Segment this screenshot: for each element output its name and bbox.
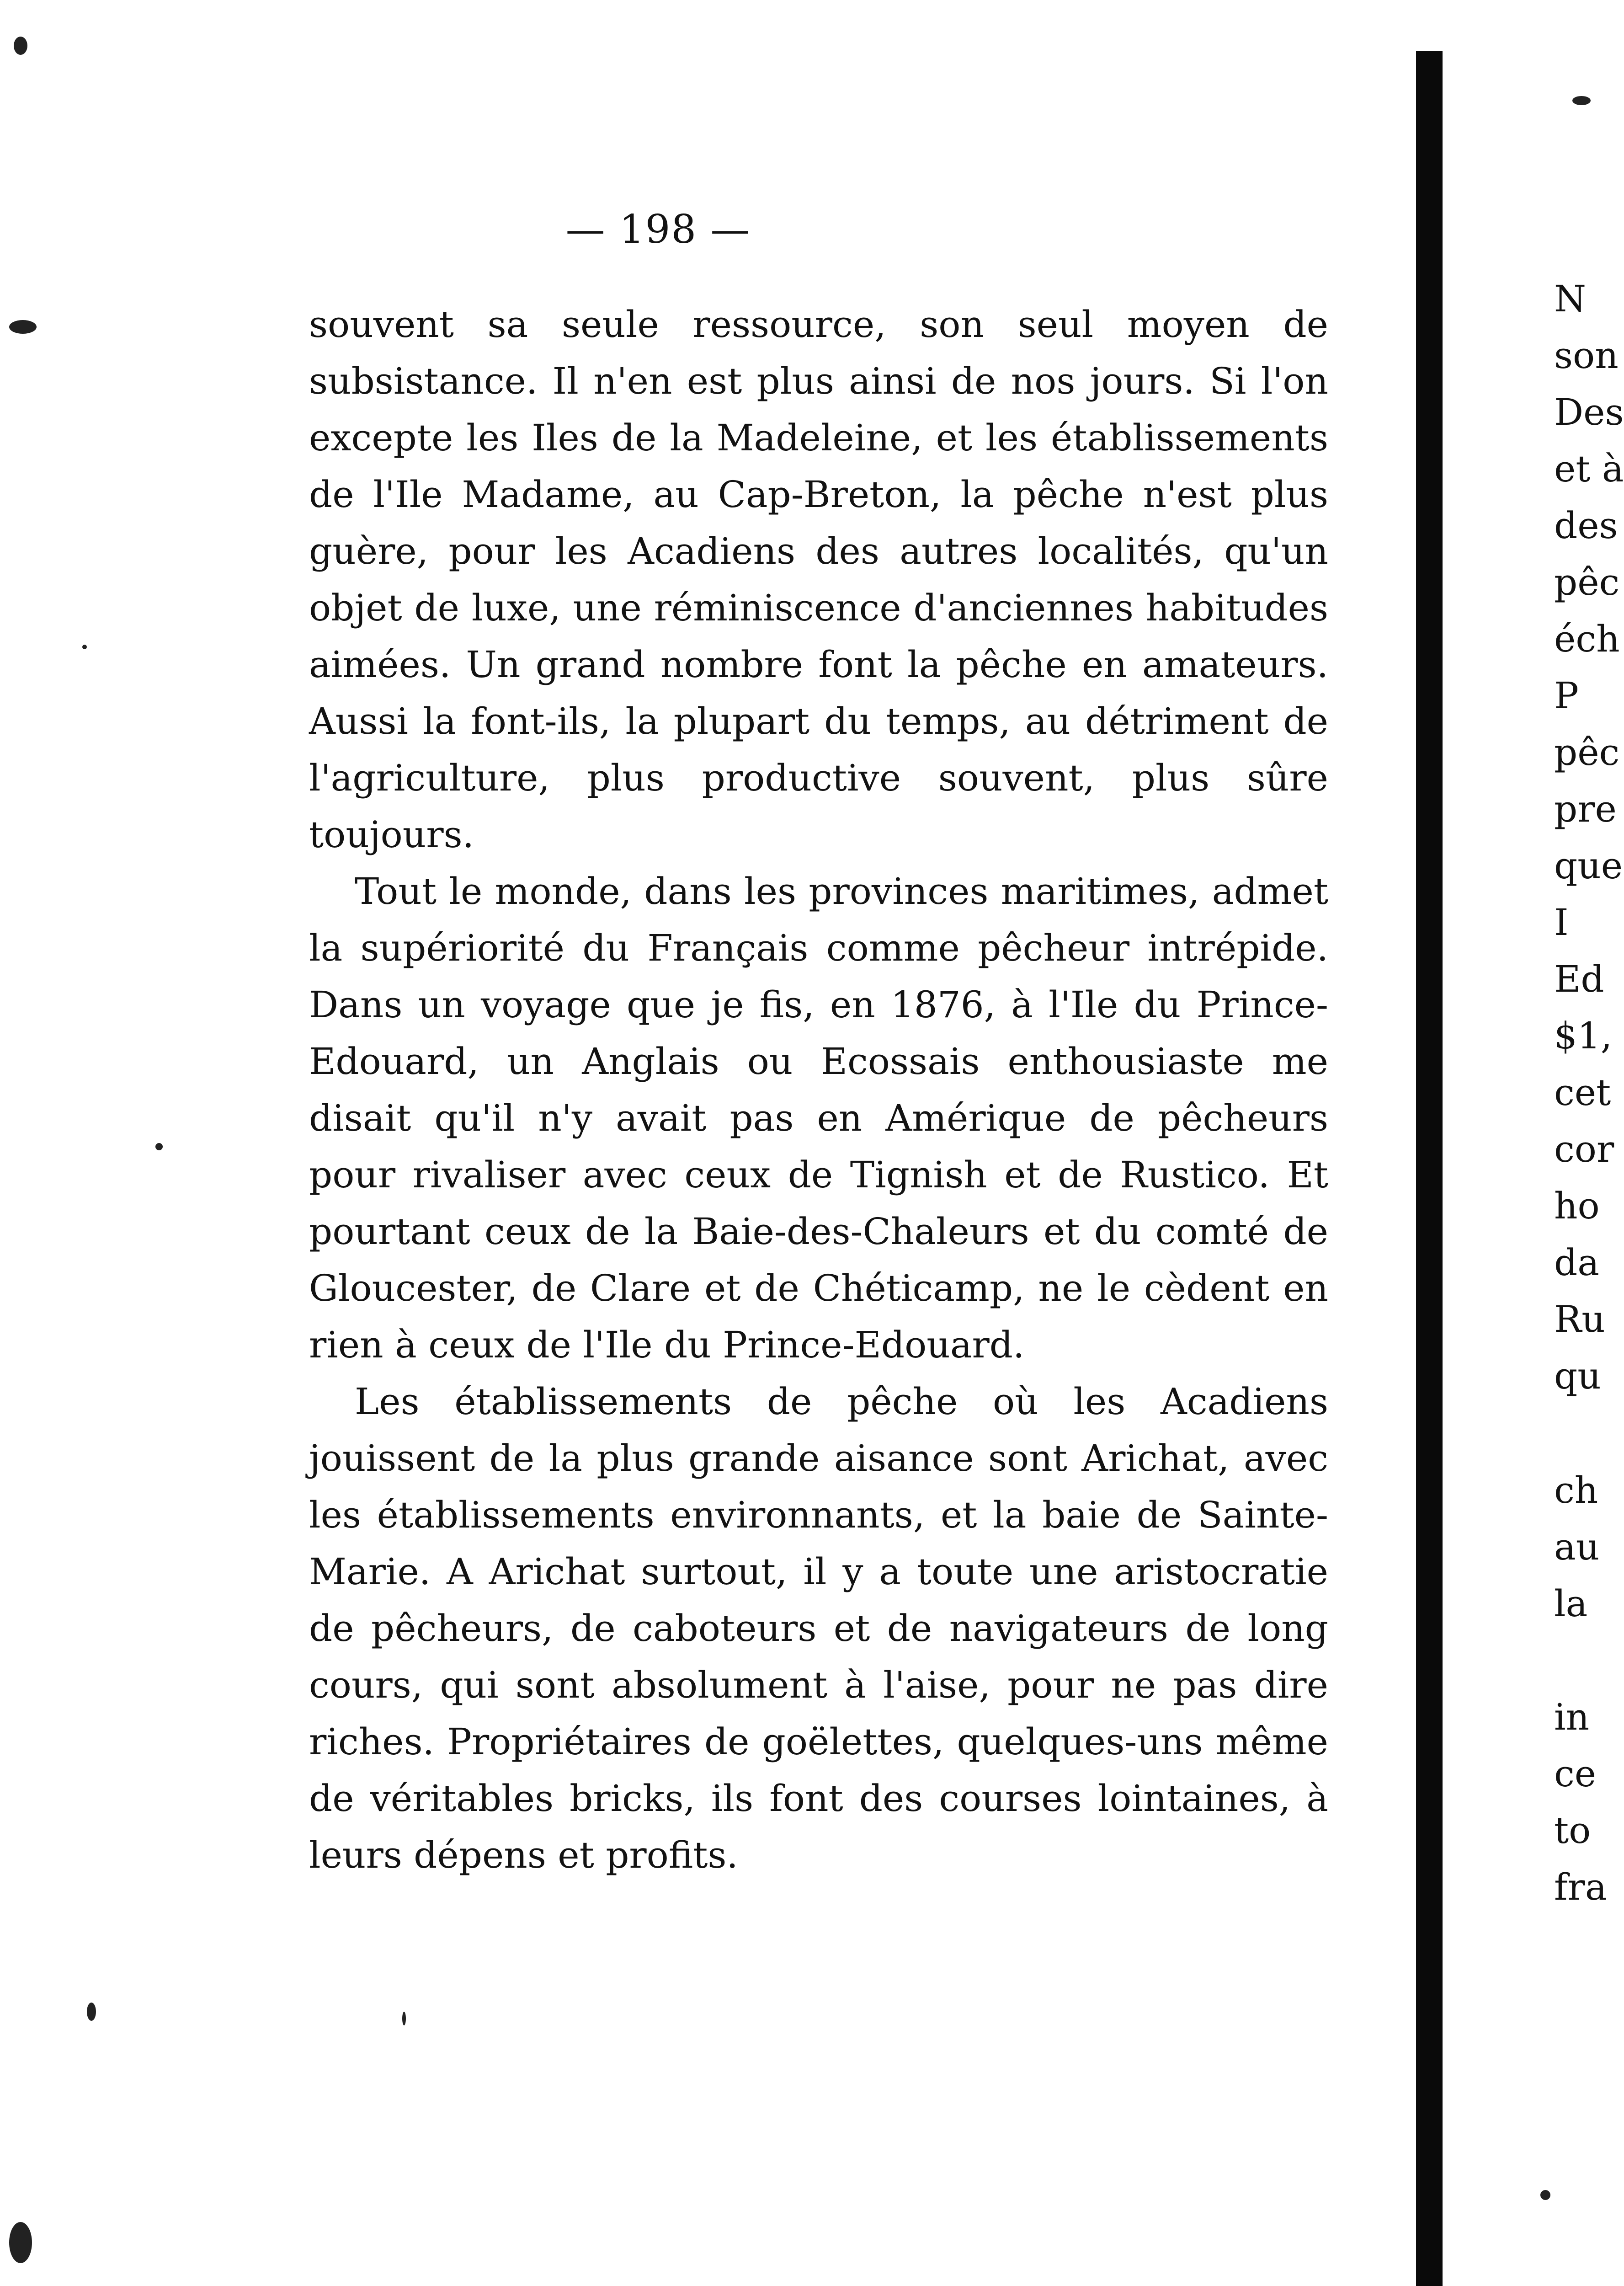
scan-speck	[14, 37, 27, 55]
scan-speck	[9, 2222, 32, 2263]
scan-speck	[82, 645, 87, 649]
next-page-fragment: Ed	[1554, 958, 1604, 1000]
next-page-fragment: ho	[1554, 1185, 1600, 1227]
gutter-shadow	[1416, 51, 1443, 2286]
next-page-fragment: P	[1554, 674, 1579, 717]
next-page-fragment: ch	[1554, 1469, 1598, 1512]
next-page-fragment: $1,	[1554, 1015, 1613, 1057]
next-page-fragment: Ru	[1554, 1298, 1605, 1341]
next-page-fragment: qu	[1554, 1355, 1601, 1397]
next-page-fragment: que	[1554, 844, 1623, 887]
scan-speck	[155, 1143, 163, 1150]
paragraph-3: Les établissements de pêche où les Acadiens jouissent de la plus grande aisance sont Arichat, avec les établissements environnants, et la baie de Sainte-Marie. A Arichat surtout, il y a toute une aristocratie de pêcheurs, de caboteurs et de navigateurs de long cours, qui sont absolument à l'aise, pour ne pas dire riches. Propriétaires de goëlettes, quelques-uns même de véritables bricks, ils font des courses lointaines, à leurs dépens et profits.	[309, 1380, 1328, 1876]
next-page-fragment: in	[1554, 1696, 1590, 1738]
next-page-fragment: Des	[1554, 391, 1624, 433]
next-page-fragment: cet	[1554, 1071, 1611, 1114]
next-page-fragment: ce	[1554, 1752, 1597, 1795]
next-page-fragment: éch	[1554, 618, 1620, 660]
next-page-fragment: N	[1554, 278, 1586, 320]
paragraph-1: souvent sa seule ressource, son seul moyen de subsistance. Il n'en est plus ainsi de nos jours. Si l'on excepte les Iles de la Madeleine, et les établissements de l'Ile Madame, au Cap-Breton, la pêche n'est plus guère, pour les Acadiens des autres localités, qu'un objet de luxe, une réminiscence d'anciennes habitudes aimées. Un grand nombre font la pêche en amateurs. Aussi la font-ils, la plupart du temps, au détriment de l'agriculture, plus productive souvent, plus sûre toujours.	[309, 303, 1328, 856]
next-page-edge	[1554, 0, 1624, 2286]
next-page-fragment: da	[1554, 1241, 1599, 1284]
next-page-fragment: pre	[1554, 788, 1617, 830]
next-page-fragment: pêc	[1554, 561, 1620, 604]
scan-speck	[87, 2003, 96, 2021]
body-text	[309, 296, 1328, 1884]
page-number: — 198 —	[565, 207, 751, 252]
next-page-fragment: au	[1554, 1526, 1600, 1568]
scan-speck	[1572, 96, 1591, 105]
scan-speck	[9, 320, 37, 334]
next-page-fragment: et à	[1554, 448, 1624, 490]
next-page-fragment: to	[1554, 1809, 1591, 1852]
next-page-fragment: des	[1554, 504, 1618, 547]
next-page-fragment: I	[1554, 901, 1569, 944]
next-page-fragment: la	[1554, 1582, 1588, 1625]
scan-speck	[1540, 2190, 1550, 2200]
next-page-fragment: pêc	[1554, 731, 1620, 774]
next-page-fragment: cor	[1554, 1128, 1614, 1170]
next-page-fragment: fra	[1554, 1866, 1607, 1908]
next-page-fragment: son	[1554, 334, 1619, 377]
paragraph-2: Tout le monde, dans les provinces maritimes, admet la supériorité du Français comme pêcheur intrépide. Dans un voyage que je fis, en 1876, à l'Ile du Prince-Edouard, un Anglais ou Ecossais enthousiaste me disait qu'il n'y avait pas en Amérique de pêcheurs pour rivaliser avec ceux de Tignish et de Rustico. Et pourtant ceux de la Baie-des-Chaleurs et du comté de Gloucester, de Clare et de Chéticamp, ne le cèdent en rien à ceux de l'Ile du Prince-Edouard.	[309, 870, 1328, 1366]
scan-speck	[402, 2012, 406, 2025]
